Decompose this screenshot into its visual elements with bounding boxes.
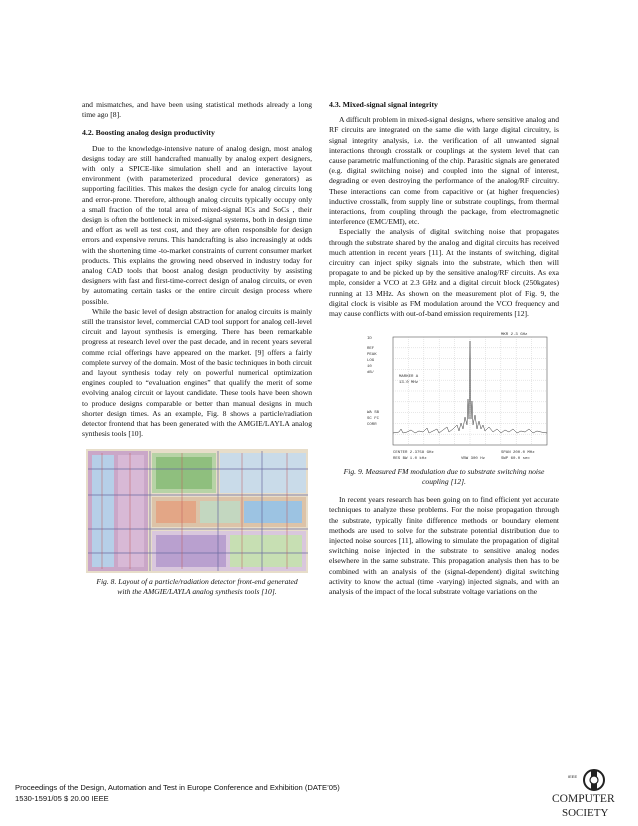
footer-proceedings-line: Proceedings of the Design, Automation and Test in Europe Conference and Exhibition (DATE’05) (15, 783, 340, 792)
fig9-label-corr: CORR (367, 423, 377, 428)
section-4-3-heading: 4.3. Mixed-signal signal integrity (329, 100, 438, 109)
figure-8-layout-image (82, 449, 312, 573)
intro-paragraph: and mismatches, and have been using statistical methods already a long time ago [8]. (82, 100, 312, 120)
fig9-label-span: SPAN 200.0 MHz (501, 451, 535, 456)
figure-9-spectrum-plot (361, 329, 553, 463)
footer-isbn-line: 1530-1591/05 $ 20.00 IEEE (15, 794, 109, 803)
logo-computer-text: COMPUTER (552, 793, 615, 805)
fig9-label-sweep: SWP 60.0 sec (501, 457, 530, 462)
section-4-3-paragraph-1: A difficult problem in mixed-signal designs, where sensitive analog and RF circuits are integrated on the same die with large digital circuitry, is signal integrity analysis, i.e. the verification of all unwanted signal interactions through crosstalk or couplings at the system level that can cause parametric malfunctioning of the chip. Parasitic signals are generated (e.g. digital switching noise) and coupled into the signal of interest, degrading or even destroying the performance of the analog/RF circuitry. These interactions can come from capacitive or (at higher frequencies) inductive crosstalk, from supply line or substrate couplings, from thermal interactions, from coupling through the package, from electromagnetic interference (EMC/EMI), etc. (329, 115, 559, 227)
fig9-label-log: LOG (367, 359, 375, 364)
section-4-2-paragraph-1: Due to the knowledge-intensive nature of analog design, most analog designs today are still handcrafted manually by analog expert designers, with only a SPICE-like simulation shell and an interactive layout environment (with parameterized procedural device generators) as supporting facilities. This makes the design cycle for analog circuits long and error-prone. Therefore, although analog circuits typically occupy only a small fraction of the total area of mixed-signal ICs and SoCs , their design is often the bottleneck in mixed-signal systems, both in design time and effort as well as test cost, and they are often responsible for design errors and expensive reruns. This handcrafting is also increasingly at odds with the shortening time -to-market constraints of current consumer market products. This explains the growing need observed in industry today for analog CAD tools that boost analog design productivity by assisting designers with fast and first-time-correct design of analog circuits, or even by automating certain tasks or the entire circuit design process where possible. (82, 143, 312, 306)
logo-society-text: SOCIETY (562, 807, 609, 819)
figure-9-plot-drawing (361, 329, 553, 463)
fig9-label-db: dB/ (367, 371, 375, 376)
logo-ieee-text: IEEE (568, 774, 578, 779)
fig9-label-sc-fc: SC FC (367, 417, 380, 422)
fig9-label-top-left: ID (367, 337, 372, 342)
right-column (329, 100, 559, 597)
fig9-label-10: 10 (367, 365, 372, 370)
fig9-label-ref: REF (367, 347, 375, 352)
fig9-label-peak: PEAK (367, 353, 377, 358)
section-4-2-paragraph-2: While the basic level of design abstraction for analog circuits is mainly still the transistor level, commercial CAD tool support for analog cell-level circuit and layout synthesis is emerging. There has been remarkable progress at research level over the past decade, and in recent years several comme rcial offerings have appeared on the market. [9] offers a fairly complete survey of the domain. Most of the basic techniques in both circuit and layout synthesis today rely on powerful numerical optimization engines coupled to “evaluation engines” that qualify the merit of some evolving analog circuit or layout candidate. These tools have been shown to produce designs comparable or better than manual designs in much shorter design times. As an example, Fig. 8 shows a particle/radiation detector frontend that has been generated with the AMGIE/LAYLA analog synthesis tools [10]. (82, 306, 312, 439)
fig9-label-marker-value: 13.0 MHz (399, 381, 419, 386)
page-footer (15, 782, 340, 804)
section-4-3-paragraph-2: Especially the analysis of digital switching noise that propagates through the substrate shared by the analog and digital circuits has received much attention in recent years [11]. At the instants of switching, digital circuitry can inject spiky signals into the substrate, which then will propagate to and be picked up by the sensitive analog/RF circuits. As exa mple, consider a VCO at 2.3 GHz and a digital circuit block (250kgates) running at 13 MHz. As shown on the measurement plot of Fig. 9, the digital clock is visible as FM modulation around the VCO frequency and may cause conflicts with out-of-band emission requirements [12]. (329, 227, 559, 319)
fig9-label-vbw: VBW 300 Hz (461, 457, 486, 462)
computer-society-logo (548, 766, 624, 820)
fig9-label-wa-sb: WA SB (367, 411, 380, 416)
fig9-label-res-bw: RES BW 1.0 kHz (393, 457, 427, 462)
computer-society-logo-icon (548, 766, 624, 820)
left-column (82, 100, 312, 605)
fig9-label-center: CENTER 2.3758 GHz (393, 451, 434, 456)
figure-8-layout-drawing (82, 449, 312, 573)
figure-8-caption: Fig. 8. Layout of a particle/radiation detector front-end generated with the AMGIE/LAYLA analog synthesis tools [10]. (96, 576, 298, 596)
fig9-label-marker: MARKER A (399, 375, 419, 380)
fig9-label-top-right: MKR 2.3 GHz (501, 333, 528, 338)
section-4-3-paragraph-3: In recent years research has been going on to find efficient yet accurate techniques to analyze these problems. For the noise propagation through the substrate, typically finite difference methods or boundary element methods are used to solve for the substrate potential distribution due to injected noise sources [11], allowing to simulate the propagation of digital switching noise injected in the substrate to sensitive analog nodes elsewhere in the same substrate. This propagation analysis then has to be combined with an analysis of the (signal-dependent) digital switching activity to know the actual (time -varying) injected signals, and with an analysis of the impact of the local substrate voltage variations on the (329, 495, 559, 597)
figure-9-caption: Fig. 9. Measured FM modulation due to substrate switching noise coupling [12]. (343, 467, 545, 487)
section-4-2-heading: 4.2. Boosting analog design productivity (82, 128, 215, 138)
